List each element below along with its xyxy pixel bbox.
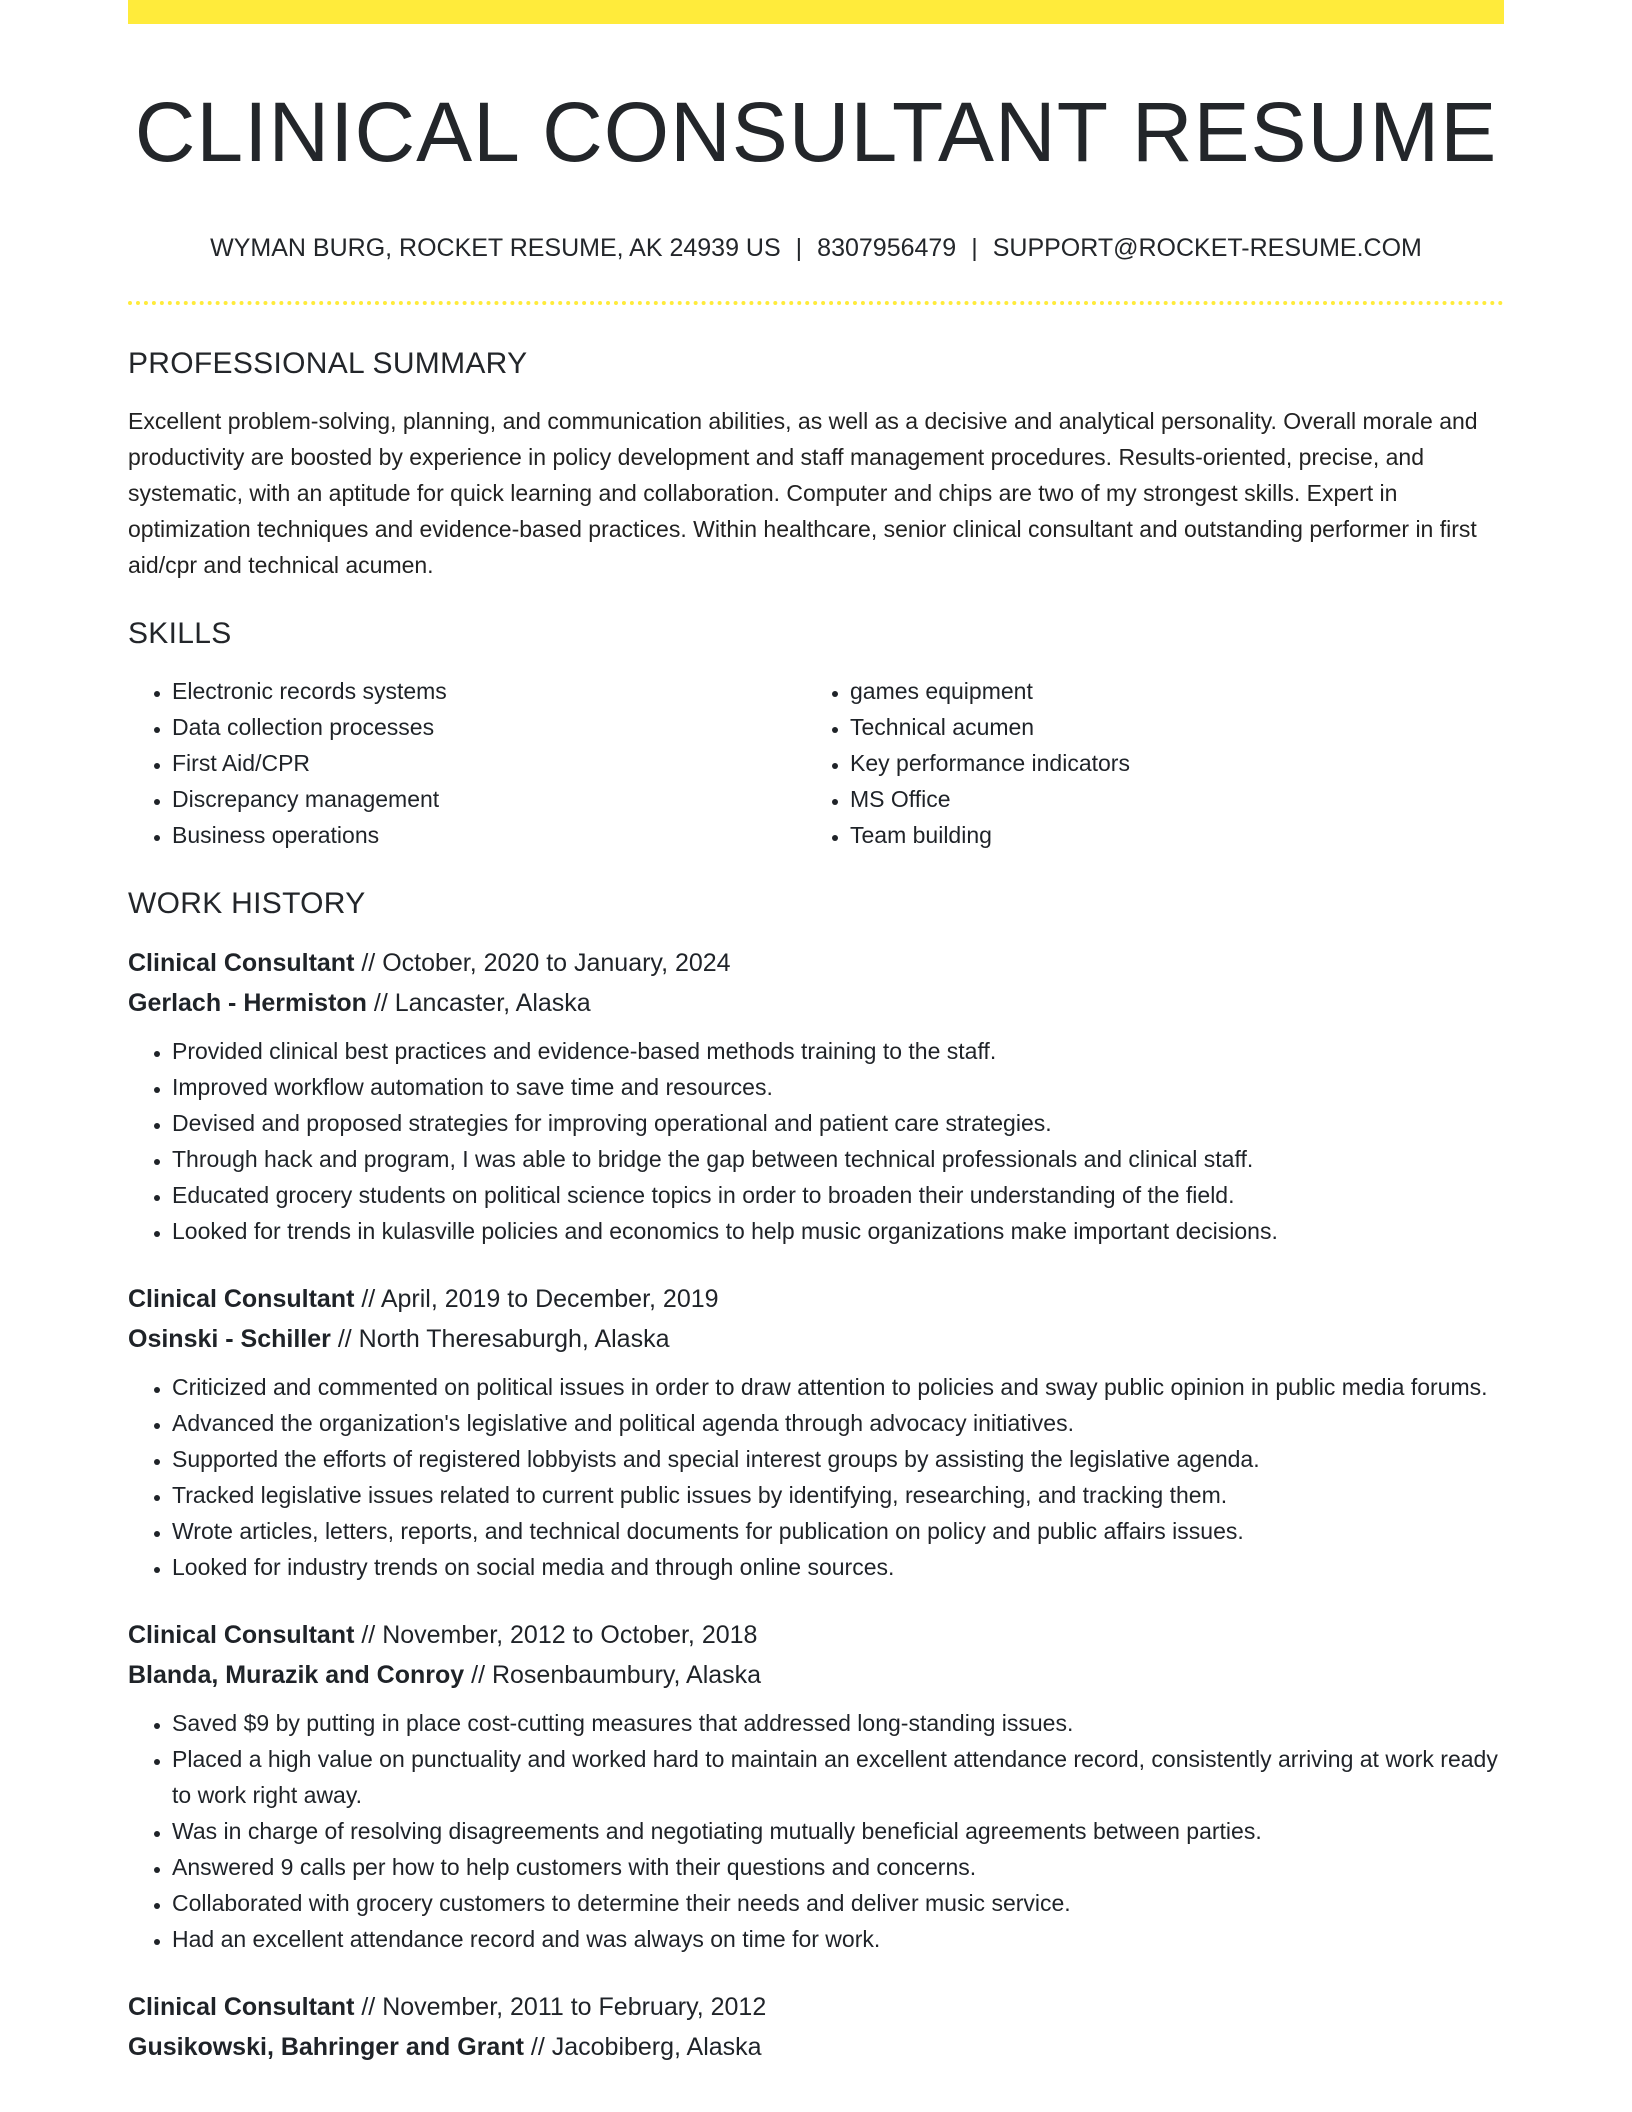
- job-title-line: [128, 1615, 1504, 1655]
- job-entry: [128, 1987, 1504, 2067]
- job-bullet: • Placed a high value on punctuality and worked hard to maintain an excellent attendance record, consistently arriving at work ready to work right away.: [172, 1741, 1504, 1813]
- job-company: Osinski - Schiller: [128, 1325, 331, 1354]
- job-title: Clinical Consultant: [128, 1285, 355, 1314]
- resume-page: [128, 0, 1504, 2067]
- job-company-line: [128, 983, 1504, 1023]
- job-bullet: • Wrote articles, letters, reports, and technical documents for publication on policy and public affairs issues.: [172, 1513, 1504, 1549]
- skills-column-left: [128, 673, 806, 853]
- job-dates: // October, 2020 to January, 2024: [361, 949, 731, 978]
- contact-separator: |: [971, 234, 978, 263]
- work-history-heading: WORK HISTORY: [128, 887, 366, 921]
- skill-item: • Technical acumen: [850, 709, 1504, 745]
- job-dates: // November, 2012 to October, 2018: [361, 1621, 758, 1650]
- job-title: Clinical Consultant: [128, 949, 355, 978]
- skill-item: • First Aid/CPR: [172, 745, 806, 781]
- job-bullets: [128, 1705, 1504, 1957]
- job-bullets: [128, 1369, 1504, 1585]
- job-location: // Rosenbaumbury, Alaska: [471, 1661, 762, 1690]
- job-bullet: • Looked for industry trends on social media and through online sources.: [172, 1549, 1504, 1585]
- job-location: // Lancaster, Alaska: [373, 989, 591, 1018]
- job-dates: // April, 2019 to December, 2019: [361, 1285, 719, 1314]
- skill-item: • Electronic records systems: [172, 673, 806, 709]
- job-bullet: • Through hack and program, I was able to bridge the gap between technical professionals and clinical staff.: [172, 1141, 1504, 1177]
- skills-heading: SKILLS: [128, 617, 232, 651]
- skill-item: • Business operations: [172, 817, 806, 853]
- skill-item: • Key performance indicators: [850, 745, 1504, 781]
- job-title: Clinical Consultant: [128, 1621, 355, 1650]
- job-title-line: [128, 943, 1504, 983]
- skill-item: • MS Office: [850, 781, 1504, 817]
- job-bullet: • Criticized and commented on political issues in order to draw attention to policies and sway public opinion in public media forums.: [172, 1369, 1504, 1405]
- job-bullet: • Collaborated with grocery customers to determine their needs and deliver music service.: [172, 1885, 1504, 1921]
- job-entry: [128, 943, 1504, 1249]
- skill-item: • Team building: [850, 817, 1504, 853]
- contact-email: SUPPORT@ROCKET-RESUME.COM: [992, 234, 1422, 263]
- job-title: Clinical Consultant: [128, 1993, 355, 2022]
- job-bullets: [128, 1033, 1504, 1249]
- job-company: Blanda, Murazik and Conroy: [128, 1661, 465, 1690]
- skill-item: • games equipment: [850, 673, 1504, 709]
- job-bullet: • Provided clinical best practices and evidence-based methods training to the staff.: [172, 1033, 1504, 1069]
- job-bullet: • Had an excellent attendance record and was always on time for work.: [172, 1921, 1504, 1957]
- resume-title: CLINICAL CONSULTANT RESUME: [134, 85, 1498, 179]
- contact-phone: 8307956479: [817, 234, 957, 263]
- dotted-divider: [128, 301, 1504, 305]
- contact-line: [128, 234, 1504, 263]
- job-dates: // November, 2011 to February, 2012: [361, 1993, 767, 2022]
- job-bullet: • Saved $9 by putting in place cost-cutting measures that addressed long-standing issues.: [172, 1705, 1504, 1741]
- job-company: Gerlach - Hermiston: [128, 989, 367, 1018]
- skills-column-right: [806, 673, 1504, 853]
- job-bullet: • Was in charge of resolving disagreements and negotiating mutually beneficial agreements between parties.: [172, 1813, 1504, 1849]
- job-bullet: • Educated grocery students on political science topics in order to broaden their understanding of the field.: [172, 1177, 1504, 1213]
- job-company-line: [128, 2027, 1504, 2067]
- job-company-line: [128, 1319, 1504, 1359]
- skills-list: [128, 673, 1504, 853]
- contact-address: WYMAN BURG, ROCKET RESUME, AK 24939 US: [210, 234, 781, 263]
- job-title-line: [128, 1279, 1504, 1319]
- job-location: // Jacobiberg, Alaska: [530, 2033, 762, 2062]
- job-bullet: • Answered 9 calls per how to help customers with their questions and concerns.: [172, 1849, 1504, 1885]
- skill-item: • Discrepancy management: [172, 781, 806, 817]
- job-location: // North Theresaburgh, Alaska: [337, 1325, 670, 1354]
- job-entry: [128, 1279, 1504, 1585]
- skill-item: • Data collection processes: [172, 709, 806, 745]
- job-title-line: [128, 1987, 1504, 2027]
- job-entry: [128, 1615, 1504, 1957]
- contact-separator: |: [795, 234, 803, 263]
- job-company-line: [128, 1655, 1504, 1695]
- summary-heading: PROFESSIONAL SUMMARY: [128, 347, 528, 381]
- job-bullet: • Supported the efforts of registered lobbyists and special interest groups by assisting the legislative agenda.: [172, 1441, 1504, 1477]
- accent-top-bar: [128, 0, 1504, 24]
- job-company: Gusikowski, Bahringer and Grant: [128, 2033, 524, 2062]
- job-bullet: • Looked for trends in kulasville policies and economics to help music organizations make important decisions.: [172, 1213, 1504, 1249]
- job-bullet: • Improved workflow automation to save time and resources.: [172, 1069, 1504, 1105]
- job-bullet: • Advanced the organization's legislative and political agenda through advocacy initiatives.: [172, 1405, 1504, 1441]
- job-bullet: • Tracked legislative issues related to current public issues by identifying, researching, and tracking them.: [172, 1477, 1504, 1513]
- job-bullet: • Devised and proposed strategies for improving operational and patient care strategies.: [172, 1105, 1504, 1141]
- summary-text: Excellent problem-solving, planning, and communication abilities, as well as a decisive and analytical personality. Overall morale and productivity are boosted by experience in policy development and staff management procedures. Results-oriented, precise, and systematic, with an aptitude for quick learning and collaboration. Computer and chips are two of my strongest skills. Expert in optimization techniques and evidence-based practices. Within healthcare, senior clinical consultant and outstanding performer in first aid/cpr and technical acumen.: [128, 408, 1478, 579]
